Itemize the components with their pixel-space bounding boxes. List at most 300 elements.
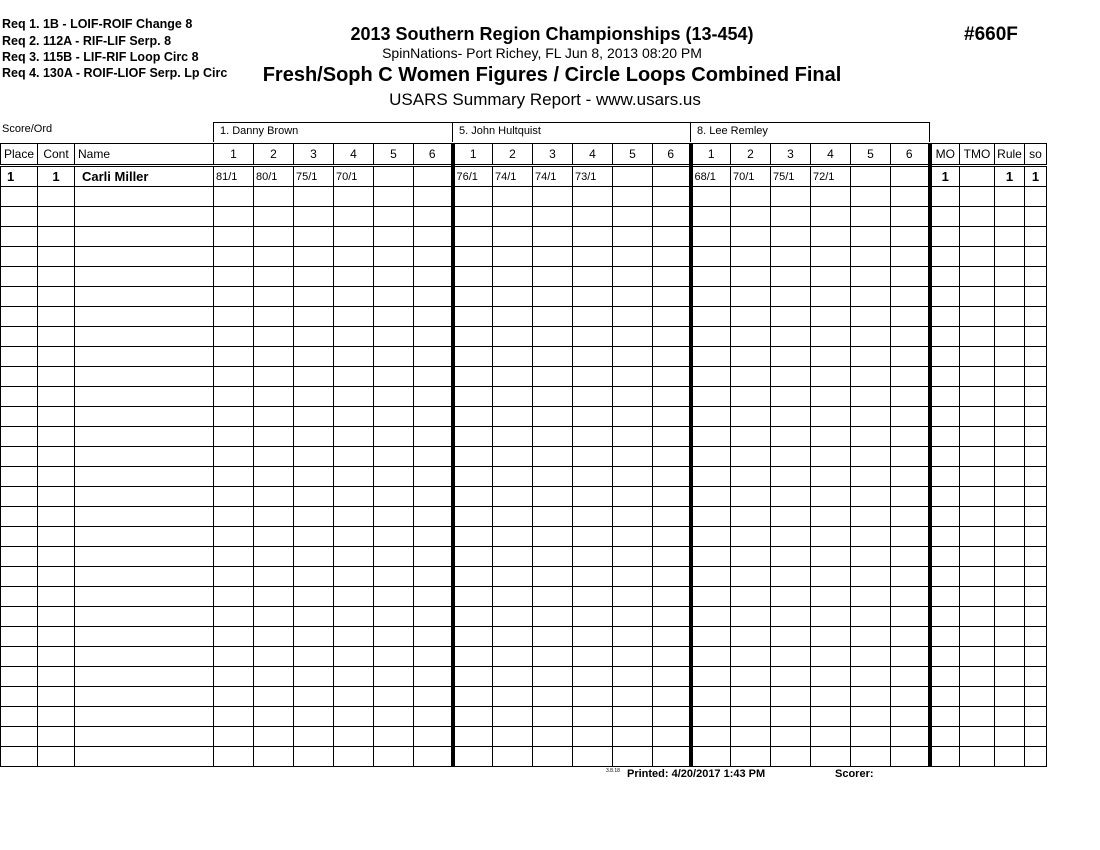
empty-cell bbox=[691, 747, 731, 767]
empty-cell bbox=[811, 347, 851, 367]
empty-cell bbox=[374, 687, 414, 707]
empty-cell bbox=[573, 527, 613, 547]
empty-cell bbox=[453, 267, 493, 287]
empty-cell bbox=[731, 267, 771, 287]
empty-cell bbox=[811, 427, 851, 447]
empty-cell bbox=[414, 347, 453, 367]
empty-cell bbox=[453, 367, 493, 387]
empty-cell bbox=[453, 227, 493, 247]
empty-cell bbox=[453, 587, 493, 607]
empty-cell bbox=[1025, 267, 1047, 287]
empty-cell bbox=[75, 487, 214, 507]
empty-cell bbox=[691, 527, 731, 547]
score-cell bbox=[374, 166, 414, 187]
empty-cell bbox=[374, 487, 414, 507]
empty-cell bbox=[613, 647, 653, 667]
empty-cell bbox=[214, 387, 254, 407]
empty-cell bbox=[334, 467, 374, 487]
empty-cell bbox=[38, 607, 75, 627]
empty-cell bbox=[254, 407, 294, 427]
empty-cell bbox=[1025, 687, 1047, 707]
empty-cell bbox=[1, 627, 38, 647]
empty-cell bbox=[731, 587, 771, 607]
empty-cell bbox=[691, 387, 731, 407]
empty-cell bbox=[38, 547, 75, 567]
empty-cell bbox=[891, 587, 930, 607]
empty-cell bbox=[493, 587, 533, 607]
empty-cell bbox=[930, 187, 960, 207]
empty-cell bbox=[960, 587, 995, 607]
empty-cell bbox=[414, 747, 453, 767]
empty-cell bbox=[613, 367, 653, 387]
empty-cell bbox=[38, 707, 75, 727]
printed-timestamp: Printed: 4/20/2017 1:43 PM bbox=[627, 768, 766, 780]
empty-cell bbox=[214, 307, 254, 327]
empty-cell bbox=[771, 307, 811, 327]
empty-cell bbox=[653, 747, 691, 767]
empty-cell bbox=[653, 267, 691, 287]
empty-cell bbox=[533, 587, 573, 607]
empty-cell bbox=[995, 487, 1025, 507]
empty-cell bbox=[214, 267, 254, 287]
empty-cell bbox=[691, 247, 731, 267]
empty-cell bbox=[995, 347, 1025, 367]
empty-cell bbox=[573, 507, 613, 527]
j2-col-4: 4 bbox=[573, 144, 613, 166]
empty-cell bbox=[334, 607, 374, 627]
empty-cell bbox=[453, 387, 493, 407]
empty-cell bbox=[731, 447, 771, 467]
empty-cell bbox=[214, 527, 254, 547]
empty-cell bbox=[573, 667, 613, 687]
empty-cell bbox=[1, 587, 38, 607]
empty-cell bbox=[334, 547, 374, 567]
empty-cell bbox=[573, 467, 613, 487]
place-cell: 1 bbox=[1, 166, 38, 187]
empty-cell bbox=[1, 727, 38, 747]
empty-cell bbox=[811, 567, 851, 587]
empty-cell bbox=[294, 507, 334, 527]
empty-cell bbox=[851, 507, 891, 527]
empty-cell bbox=[731, 627, 771, 647]
empty-cell bbox=[573, 707, 613, 727]
empty-cell bbox=[374, 567, 414, 587]
empty-cell bbox=[414, 587, 453, 607]
empty-cell bbox=[414, 287, 453, 307]
empty-cell bbox=[1, 567, 38, 587]
empty-cell bbox=[374, 727, 414, 747]
empty-cell bbox=[930, 427, 960, 447]
empty-cell bbox=[811, 627, 851, 647]
empty-cell bbox=[930, 287, 960, 307]
empty-cell bbox=[613, 527, 653, 547]
requirement-1: Req 1. 1B - LOIF-ROIF Change 8 bbox=[2, 17, 193, 31]
table-row-empty bbox=[1, 327, 1047, 347]
empty-cell bbox=[374, 327, 414, 347]
empty-cell bbox=[414, 467, 453, 487]
empty-cell bbox=[493, 307, 533, 327]
empty-cell bbox=[653, 227, 691, 247]
empty-cell bbox=[613, 587, 653, 607]
empty-cell bbox=[811, 387, 851, 407]
empty-cell bbox=[334, 707, 374, 727]
empty-cell bbox=[573, 587, 613, 607]
empty-cell bbox=[493, 727, 533, 747]
j3-col-2: 2 bbox=[731, 144, 771, 166]
empty-cell bbox=[811, 267, 851, 287]
version-label: 3.8.18 bbox=[606, 768, 620, 774]
empty-cell bbox=[851, 747, 891, 767]
empty-cell bbox=[995, 547, 1025, 567]
empty-cell bbox=[891, 667, 930, 687]
empty-cell bbox=[38, 527, 75, 547]
empty-cell bbox=[1025, 187, 1047, 207]
empty-cell bbox=[653, 447, 691, 467]
empty-cell bbox=[960, 427, 995, 447]
empty-cell bbox=[75, 527, 214, 547]
empty-cell bbox=[653, 727, 691, 747]
empty-cell bbox=[1025, 407, 1047, 427]
empty-cell bbox=[930, 347, 960, 367]
table-row-empty bbox=[1, 707, 1047, 727]
empty-cell bbox=[891, 187, 930, 207]
empty-cell bbox=[891, 607, 930, 627]
empty-cell bbox=[573, 727, 613, 747]
empty-cell bbox=[811, 667, 851, 687]
empty-cell bbox=[453, 407, 493, 427]
empty-cell bbox=[254, 447, 294, 467]
empty-cell bbox=[1, 447, 38, 467]
event-title: 2013 Southern Region Championships (13-454) bbox=[350, 24, 754, 44]
empty-cell bbox=[960, 547, 995, 567]
empty-cell bbox=[38, 627, 75, 647]
empty-cell bbox=[254, 347, 294, 367]
empty-cell bbox=[1025, 547, 1047, 567]
empty-cell bbox=[731, 247, 771, 267]
empty-cell bbox=[493, 607, 533, 627]
empty-cell bbox=[374, 387, 414, 407]
empty-cell bbox=[771, 467, 811, 487]
j3-col-1: 1 bbox=[691, 144, 731, 166]
empty-cell bbox=[254, 387, 294, 407]
empty-cell bbox=[891, 567, 930, 587]
empty-cell bbox=[811, 247, 851, 267]
empty-cell bbox=[851, 707, 891, 727]
empty-cell bbox=[771, 487, 811, 507]
judge-3-header: 8. Lee Remley bbox=[690, 122, 930, 142]
empty-cell bbox=[771, 507, 811, 527]
empty-cell bbox=[573, 607, 613, 627]
empty-cell bbox=[533, 307, 573, 327]
empty-cell bbox=[334, 627, 374, 647]
empty-cell bbox=[254, 507, 294, 527]
empty-cell bbox=[493, 267, 533, 287]
empty-cell bbox=[493, 627, 533, 647]
empty-cell bbox=[995, 607, 1025, 627]
empty-cell bbox=[334, 247, 374, 267]
empty-cell bbox=[995, 387, 1025, 407]
empty-cell bbox=[75, 327, 214, 347]
empty-cell bbox=[995, 447, 1025, 467]
empty-cell bbox=[1025, 387, 1047, 407]
empty-cell bbox=[374, 187, 414, 207]
table-row-empty bbox=[1, 747, 1047, 767]
empty-cell bbox=[960, 527, 995, 547]
empty-cell bbox=[1, 367, 38, 387]
empty-cell bbox=[453, 547, 493, 567]
empty-cell bbox=[1025, 747, 1047, 767]
empty-cell bbox=[771, 267, 811, 287]
empty-cell bbox=[613, 607, 653, 627]
empty-cell bbox=[75, 387, 214, 407]
empty-cell bbox=[75, 267, 214, 287]
empty-cell bbox=[653, 487, 691, 507]
empty-cell bbox=[731, 207, 771, 227]
empty-cell bbox=[891, 627, 930, 647]
empty-cell bbox=[38, 327, 75, 347]
empty-cell bbox=[1025, 567, 1047, 587]
empty-cell bbox=[771, 587, 811, 607]
empty-cell bbox=[374, 367, 414, 387]
empty-cell bbox=[414, 507, 453, 527]
empty-cell bbox=[891, 507, 930, 527]
empty-cell bbox=[294, 327, 334, 347]
empty-cell bbox=[533, 727, 573, 747]
empty-cell bbox=[214, 747, 254, 767]
empty-cell bbox=[334, 407, 374, 427]
empty-cell bbox=[38, 387, 75, 407]
empty-cell bbox=[930, 467, 960, 487]
empty-cell bbox=[493, 447, 533, 467]
empty-cell bbox=[960, 387, 995, 407]
empty-cell bbox=[533, 247, 573, 267]
empty-cell bbox=[414, 407, 453, 427]
table-row-empty bbox=[1, 267, 1047, 287]
empty-cell bbox=[493, 187, 533, 207]
empty-cell bbox=[453, 727, 493, 747]
empty-cell bbox=[214, 667, 254, 687]
empty-cell bbox=[731, 507, 771, 527]
empty-cell bbox=[771, 407, 811, 427]
table-row-empty bbox=[1, 627, 1047, 647]
empty-cell bbox=[214, 447, 254, 467]
empty-cell bbox=[731, 487, 771, 507]
empty-cell bbox=[811, 207, 851, 227]
empty-cell bbox=[1025, 247, 1047, 267]
empty-cell bbox=[613, 427, 653, 447]
empty-cell bbox=[294, 627, 334, 647]
empty-cell bbox=[533, 187, 573, 207]
empty-cell bbox=[453, 667, 493, 687]
empty-cell bbox=[214, 607, 254, 627]
empty-cell bbox=[1, 387, 38, 407]
empty-cell bbox=[851, 227, 891, 247]
empty-cell bbox=[294, 207, 334, 227]
empty-cell bbox=[38, 467, 75, 487]
empty-cell bbox=[891, 487, 930, 507]
empty-cell bbox=[613, 187, 653, 207]
empty-cell bbox=[294, 367, 334, 387]
empty-cell bbox=[414, 647, 453, 667]
empty-cell bbox=[493, 647, 533, 667]
empty-cell bbox=[75, 247, 214, 267]
table-row-empty bbox=[1, 607, 1047, 627]
empty-cell bbox=[891, 407, 930, 427]
empty-cell bbox=[75, 747, 214, 767]
empty-cell bbox=[414, 607, 453, 627]
empty-cell bbox=[414, 487, 453, 507]
empty-cell bbox=[38, 747, 75, 767]
empty-cell bbox=[653, 427, 691, 447]
empty-cell bbox=[374, 347, 414, 367]
empty-cell bbox=[613, 747, 653, 767]
empty-cell bbox=[653, 687, 691, 707]
score-cell: 72/1 bbox=[811, 166, 851, 187]
empty-cell bbox=[731, 347, 771, 367]
empty-cell bbox=[1, 207, 38, 227]
empty-cell bbox=[414, 447, 453, 467]
score-cell bbox=[414, 166, 453, 187]
empty-cell bbox=[930, 547, 960, 567]
empty-cell bbox=[254, 327, 294, 347]
table-row-empty bbox=[1, 667, 1047, 687]
empty-cell bbox=[891, 207, 930, 227]
empty-cell bbox=[573, 487, 613, 507]
empty-cell bbox=[891, 727, 930, 747]
empty-cell bbox=[995, 507, 1025, 527]
j3-col-6: 6 bbox=[891, 144, 930, 166]
empty-cell bbox=[254, 467, 294, 487]
requirement-2: Req 2. 112A - RIF-LIF Serp. 8 bbox=[2, 34, 172, 48]
empty-cell bbox=[214, 407, 254, 427]
empty-cell bbox=[254, 227, 294, 247]
empty-cell bbox=[414, 527, 453, 547]
empty-cell bbox=[453, 447, 493, 467]
empty-cell bbox=[960, 687, 995, 707]
empty-cell bbox=[334, 427, 374, 447]
venue-line: SpinNations- Port Richey, FL Jun 8, 2013 08:20 PM bbox=[382, 45, 702, 61]
empty-cell bbox=[851, 527, 891, 547]
empty-cell bbox=[214, 707, 254, 727]
empty-cell bbox=[38, 307, 75, 327]
empty-cell bbox=[414, 227, 453, 247]
empty-cell bbox=[930, 607, 960, 627]
empty-cell bbox=[613, 307, 653, 327]
empty-cell bbox=[691, 667, 731, 687]
empty-cell bbox=[960, 307, 995, 327]
empty-cell bbox=[573, 547, 613, 567]
empty-cell bbox=[930, 487, 960, 507]
empty-cell bbox=[930, 267, 960, 287]
empty-cell bbox=[573, 207, 613, 227]
j3-col-4: 4 bbox=[811, 144, 851, 166]
empty-cell bbox=[294, 347, 334, 367]
empty-cell bbox=[374, 667, 414, 687]
empty-cell bbox=[214, 647, 254, 667]
empty-cell bbox=[811, 707, 851, 727]
score-cell: 76/1 bbox=[453, 166, 493, 187]
empty-cell bbox=[214, 507, 254, 527]
empty-cell bbox=[613, 707, 653, 727]
empty-cell bbox=[75, 707, 214, 727]
table-row-empty bbox=[1, 727, 1047, 747]
empty-cell bbox=[75, 287, 214, 307]
empty-cell bbox=[374, 447, 414, 467]
empty-cell bbox=[1, 667, 38, 687]
empty-cell bbox=[75, 647, 214, 667]
j1-col-4: 4 bbox=[334, 144, 374, 166]
empty-cell bbox=[851, 547, 891, 567]
empty-cell bbox=[960, 667, 995, 687]
empty-cell bbox=[995, 647, 1025, 667]
empty-cell bbox=[294, 587, 334, 607]
empty-cell bbox=[1025, 367, 1047, 387]
empty-cell bbox=[613, 667, 653, 687]
j1-col-5: 5 bbox=[374, 144, 414, 166]
empty-cell bbox=[891, 287, 930, 307]
empty-cell bbox=[613, 267, 653, 287]
empty-cell bbox=[254, 607, 294, 627]
empty-cell bbox=[691, 227, 731, 247]
empty-cell bbox=[573, 627, 613, 647]
empty-cell bbox=[453, 647, 493, 667]
empty-cell bbox=[995, 527, 1025, 547]
empty-cell bbox=[573, 227, 613, 247]
empty-cell bbox=[930, 627, 960, 647]
empty-cell bbox=[374, 427, 414, 447]
empty-cell bbox=[995, 247, 1025, 267]
empty-cell bbox=[731, 387, 771, 407]
empty-cell bbox=[613, 407, 653, 427]
column-header-row bbox=[1, 144, 1047, 166]
empty-cell bbox=[533, 207, 573, 227]
empty-cell bbox=[613, 567, 653, 587]
empty-cell bbox=[1025, 707, 1047, 727]
empty-cell bbox=[1, 747, 38, 767]
empty-cell bbox=[891, 527, 930, 547]
empty-cell bbox=[493, 667, 533, 687]
empty-cell bbox=[414, 367, 453, 387]
empty-cell bbox=[960, 447, 995, 467]
empty-cell bbox=[851, 667, 891, 687]
empty-cell bbox=[811, 407, 851, 427]
empty-cell bbox=[653, 327, 691, 347]
empty-cell bbox=[691, 627, 731, 647]
empty-cell bbox=[1025, 627, 1047, 647]
score-cell: 74/1 bbox=[493, 166, 533, 187]
empty-cell bbox=[38, 267, 75, 287]
empty-cell bbox=[891, 707, 930, 727]
empty-cell bbox=[960, 627, 995, 647]
empty-cell bbox=[294, 607, 334, 627]
empty-cell bbox=[1, 427, 38, 447]
empty-cell bbox=[691, 567, 731, 587]
col-place: Place bbox=[1, 144, 38, 166]
empty-cell bbox=[493, 247, 533, 267]
empty-cell bbox=[453, 707, 493, 727]
empty-cell bbox=[811, 647, 851, 667]
empty-cell bbox=[771, 607, 811, 627]
empty-cell bbox=[533, 507, 573, 527]
empty-cell bbox=[334, 367, 374, 387]
empty-cell bbox=[771, 727, 811, 747]
empty-cell bbox=[294, 727, 334, 747]
empty-cell bbox=[1025, 427, 1047, 447]
category-title: Fresh/Soph C Women Figures / Circle Loops Combined Final bbox=[262, 64, 842, 86]
empty-cell bbox=[75, 687, 214, 707]
empty-cell bbox=[493, 327, 533, 347]
empty-cell bbox=[653, 187, 691, 207]
